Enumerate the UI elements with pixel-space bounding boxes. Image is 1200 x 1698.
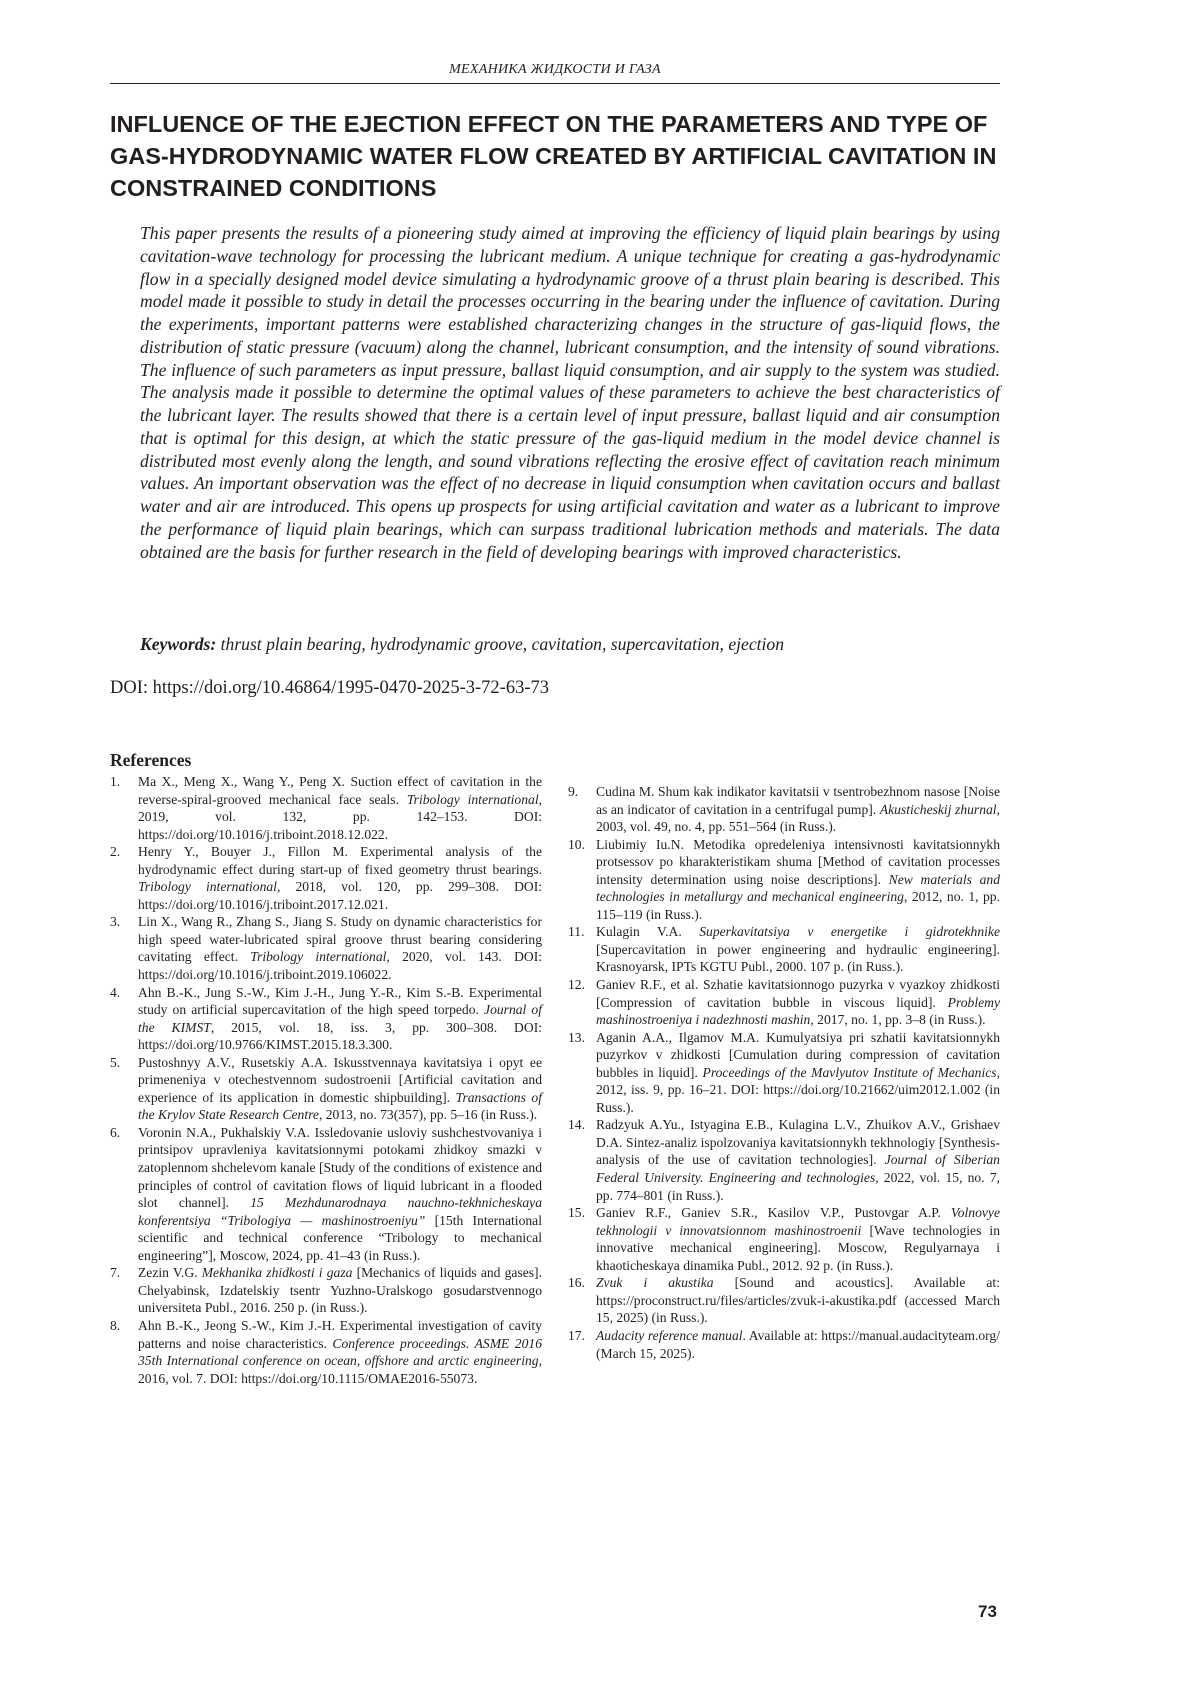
reference-number: 12. (568, 976, 596, 1029)
keywords (140, 634, 1000, 655)
reference-source: Transactions of the Krylov State Research Centre (138, 1090, 542, 1123)
reference-item (568, 1274, 1000, 1327)
reference-number: 7. (110, 1264, 138, 1317)
reference-source: Journal of the KIMST (138, 1002, 542, 1035)
reference-item (568, 1204, 1000, 1274)
reference-segment: Zezin V.G. (138, 1265, 202, 1280)
reference-text (596, 836, 1000, 924)
reference-segment: Ganiev R.F., Ganiev S.R., Kasilov V.P., Pustovgar A.P. (596, 1205, 951, 1220)
reference-number: 14. (568, 1116, 596, 1204)
reference-segment: . Available at: https://manual.audacityteam.org/ (March 15, 2025). (596, 1328, 1000, 1361)
reference-number: 5. (110, 1054, 138, 1124)
reference-segment: , 2012, no. 1, pp. 115–119 (in Russ.). (596, 889, 1000, 922)
reference-number: 13. (568, 1029, 596, 1117)
reference-item (110, 1317, 542, 1387)
reference-source: Journal of Siberian Federal University. Engineering and technologies (596, 1152, 1000, 1185)
reference-number: 15. (568, 1204, 596, 1274)
abstract: This paper presents the results of a pioneering study aimed at improving the efficiency of liquid plain bearings by using cavitation-wave technology for processing the lubricant medium. A unique technique for creating a gas-hydrodynamic flow in a specially designed model device simulating a hydrodynamic groove of a thrust plain bearing is described. This model made it possible to study in detail the processes occurring in the bearing under the influence of cavitation. During the experiments, important patterns were established characterizing changes in the structure of gas-liquid flows, the distribution of static pressure (vacuum) along the channel, lubricant consumption, and the intensity of sound vibrations. The influence of such parameters as input pressure, ballast liquid consumption, and air supply to the system was studied. The analysis made it possible to determine the optimal values of these parameters to achieve the best characteristics of the lubricant layer. The results showed that there is a certain level of input pressure, ballast liquid and air consumption that is optimal for this design, at which the static pressure of the gas-liquid medium in the model device channel is distributed most evenly along the length, and sound vibrations reflecting the erosive effect of cavitation reach minimum values. An important observation was the effect of no decrease in liquid consumption when cavitation occurs and ballast water and air are introduced. This opens up prospects for using artificial cavitation and water as a lubricant to improve the performance of liquid plain bearings, which can surpass traditional lubrication methods and materials. The data obtained are the basis for further research in the field of developing bearings with improved characteristics. (140, 222, 1000, 563)
reference-segment: [15th International scientific and technical conference “Tribology to mechanical engineering”], Moscow, 2024, pp. 41–43 (in Russ.). (138, 1213, 542, 1263)
reference-segment: [Mechanics of liquids and gases]. Chelyabinsk, Izdatelskiy tsentr Yuzhno-Uralskogo gosudarstvennogo universiteta Publ., 2016. 250 p. (in Russ.). (138, 1265, 542, 1315)
reference-source: Problemy mashinostroeniya i nadezhnosti mashin (596, 995, 1000, 1028)
reference-item (568, 976, 1000, 1029)
reference-text (138, 1317, 542, 1387)
references-column-left (110, 773, 542, 1387)
reference-text (596, 1204, 1000, 1274)
reference-segment: , 2003, vol. 49, no. 4, pp. 551–564 (in Russ.). (596, 802, 1000, 835)
reference-source: Audacity reference manual (596, 1328, 743, 1343)
reference-source: Tribology international (250, 949, 386, 964)
reference-number: 16. (568, 1274, 596, 1327)
reference-text (596, 923, 1000, 976)
reference-text (596, 783, 1000, 836)
reference-segment: Aganin A.A., Ilgamov M.A. Kumulyatsiya pri szhatii kavitatsionnykh puzyrkov v zhidkosti [Cumulation during compression of cavitation bubbles in liquid]. (596, 1030, 1000, 1080)
reference-number: 11. (568, 923, 596, 976)
reference-source: Tribology international (138, 879, 277, 894)
running-head: МЕХАНИКА ЖИДКОСТИ И ГАЗА (110, 62, 1000, 78)
reference-item (110, 1124, 542, 1264)
doi-link[interactable]: DOI: https://doi.org/10.46864/1995-0470-2025-3-72-63-73 (110, 678, 549, 699)
reference-number: 2. (110, 843, 138, 913)
reference-number: 6. (110, 1124, 138, 1264)
reference-item (568, 836, 1000, 924)
reference-segment: Ma X., Meng X., Wang Y., Peng X. Suction effect of cavitation in the reverse-spiral-grooved mechanical face seals. (138, 774, 542, 807)
reference-segment: , 2022, vol. 15, no. 7, pp. 774–801 (in Russ.). (596, 1170, 1000, 1203)
reference-number: 4. (110, 984, 138, 1054)
reference-text (138, 913, 542, 983)
reference-number: 17. (568, 1327, 596, 1362)
reference-segment: , 2018, vol. 120, pp. 299–308. DOI: https://doi.org/10.1016/j.triboint.2017.12.021. (138, 879, 542, 912)
reference-item (110, 913, 542, 983)
references-column-right (568, 783, 1000, 1362)
reference-item (110, 1264, 542, 1317)
reference-segment: Radzyuk A.Yu., Istyagina E.B., Kulagina L.V., Zhuikov A.V., Grishaev D.A. Sintez-analiz ispolzovaniya kavitatsionnykh tekhnologiy [Synthesis-analysis of the use of cavitation technologies]. (596, 1117, 1000, 1167)
page-number: 73 (978, 1602, 997, 1622)
reference-source: Volnovye tekhnologii v innovatsionnom mashinostroenii (596, 1205, 1000, 1238)
reference-segment: , 2020, vol. 143. DOI: https://doi.org/10.1016/j.triboint.2019.106022. (138, 949, 542, 982)
reference-text (138, 1264, 542, 1317)
reference-segment: Lin X., Wang R., Zhang S., Jiang S. Study on dynamic characteristics for high speed water-lubricated spiral groove thrust bearing considering cavitating effect. (138, 914, 542, 964)
reference-text (596, 1029, 1000, 1117)
reference-item (568, 1327, 1000, 1362)
reference-text (138, 773, 542, 843)
reference-item (568, 923, 1000, 976)
reference-number: 8. (110, 1317, 138, 1387)
reference-text (138, 1124, 542, 1264)
reference-number: 3. (110, 913, 138, 983)
reference-text (596, 976, 1000, 1029)
reference-segment: , 2019, vol. 132, pp. 142–153. DOI: https://doi.org/10.1016/j.triboint.2018.12.022. (138, 792, 542, 842)
reference-segment: , 2017, no. 1, pp. 3–8 (in Russ.). (810, 1012, 985, 1027)
article-title: INFLUENCE OF THE EJECTION EFFECT ON THE PARAMETERS AND TYPE OF GAS-HYDRODYNAMIC WATER FLOW CREATED BY ARTIFICIAL CAVITATION IN CONSTRAINED CONDITIONS (110, 108, 1010, 204)
reference-segment: Pustoshnyy A.V., Rusetskiy A.A. Iskusstvennaya kavitatsiya i opyt ee primeneniya v otechestvennom sudostroenii [Artificial cavitation and experience of its application in domestic shipbuilding]. (138, 1055, 542, 1105)
reference-source: New materials and technologies in metallurgy and mechanical engineering (596, 872, 1000, 905)
reference-segment: , 2016, vol. 7. DOI: https://doi.org/10.1115/OMAE2016-55073. (138, 1353, 542, 1386)
reference-segment: Ahn B.-K., Jung S.-W., Kim J.-H., Jung Y.-R., Kim S.-B. Experimental study on artificial supercavitation of the high speed torpedo. (138, 985, 542, 1018)
reference-segment: Liubimiy Iu.N. Metodika opredeleniya intensivnosti kavitatsionnykh protsessov po kharakteristikam shuma [Method of cavitation processes intensity determination using noise descriptions]. (596, 837, 1000, 887)
reference-segment: Cudina M. Shum kak indikator kavitatsii v tsentrobezhnom nasose [Noise as an indicator of cavitation in a centrifugal pump]. (596, 784, 1000, 817)
reference-source: Superkavitatsiya v energetike i gidrotekhnike (699, 924, 1000, 939)
reference-text (138, 1054, 542, 1124)
reference-source: Conference proceedings. ASME 2016 35th International conference on ocean, offshore and arctic engineering (138, 1336, 542, 1369)
reference-source: Zvuk i akustika (596, 1275, 714, 1290)
reference-source: Tribology international (407, 792, 539, 807)
reference-text (596, 1116, 1000, 1204)
reference-item (568, 1116, 1000, 1204)
reference-segment: Ahn B.-K., Jeong S.-W., Kim J.-H. Experimental investigation of cavity patterns and noise characteristics. (138, 1318, 542, 1351)
reference-text (596, 1327, 1000, 1362)
reference-segment: , 2015, vol. 18, iss. 3, pp. 300–308. DOI: https://doi.org/10.9766/KIMST.2015.18.3.300. (138, 1020, 542, 1053)
reference-source: Akusticheskij zhurnal (880, 802, 997, 817)
reference-segment: , 2012, iss. 9, pp. 16–21. DOI: https://doi.org/10.21662/uim2012.1.002 (in Russ.). (596, 1065, 1000, 1115)
reference-source: 15 Mezhdunarodnaya nauchno-tekhnicheskaya konferentsiya “Tribologiya — mashinostroeniyu” (138, 1195, 542, 1228)
reference-segment: , 2013, no. 73(357), pp. 5–16 (in Russ.). (319, 1107, 537, 1122)
reference-item (110, 843, 542, 913)
keywords-label: Keywords: (140, 634, 216, 654)
reference-segment: [Sound and acoustics]. Available at: https://proconstruct.ru/files/articles/zvuk-i-akustika.pdf (accessed March 15, 2025) (in Russ.). (596, 1275, 1000, 1325)
reference-segment: [Wave technologies in innovative mechanical engineering]. Moscow, Regulyarnaya i khaoticheskaya dinamika Publ., 2012. 92 p. (in Russ.). (596, 1223, 1000, 1273)
reference-text (596, 1274, 1000, 1327)
reference-item (110, 984, 542, 1054)
reference-segment: Ganiev R.F., et al. Szhatie kavitatsionnogo puzyrka v vyazkoy zhidkosti [Compression of cavitation bubble in viscous liquid]. (596, 977, 1000, 1010)
reference-number: 9. (568, 783, 596, 836)
reference-segment: Voronin N.A., Pukhalskiy V.A. Issledovanie usloviy sushchestvovaniya i printsipov upravleniya kavitatsionnymi potokami zhidkoy smazki v zatoplennom shchelevom kanale [Study of the conditions of existence and principles of control of cavitation flows of liquid lubricant in a flooded slot channel]. (138, 1125, 542, 1210)
reference-source: Proceedings of the Mavlyutov Institute of Mechanics (703, 1065, 997, 1080)
reference-item (110, 773, 542, 843)
reference-source: Mekhanika zhidkosti i gaza (202, 1265, 353, 1280)
reference-number: 1. (110, 773, 138, 843)
reference-segment: Kulagin V.A. (596, 924, 699, 939)
reference-text (138, 984, 542, 1054)
reference-item (568, 783, 1000, 836)
reference-segment: Henry Y., Bouyer J., Fillon M. Experimental analysis of the hydrodynamic effect during start-up of fixed geometry thrust bearings. (138, 844, 542, 877)
reference-text (138, 843, 542, 913)
reference-number: 10. (568, 836, 596, 924)
reference-segment: [Supercavitation in power engineering and hydraulic engineering]. Krasnoyarsk, IPTs KGTU Publ., 2000. 107 p. (in Russ.). (596, 942, 1000, 975)
header-rule (110, 83, 1000, 84)
reference-item (110, 1054, 542, 1124)
references-heading: References (110, 750, 191, 771)
reference-item (568, 1029, 1000, 1117)
keywords-text: thrust plain bearing, hydrodynamic groove, cavitation, supercavitation, ejection (216, 634, 784, 654)
